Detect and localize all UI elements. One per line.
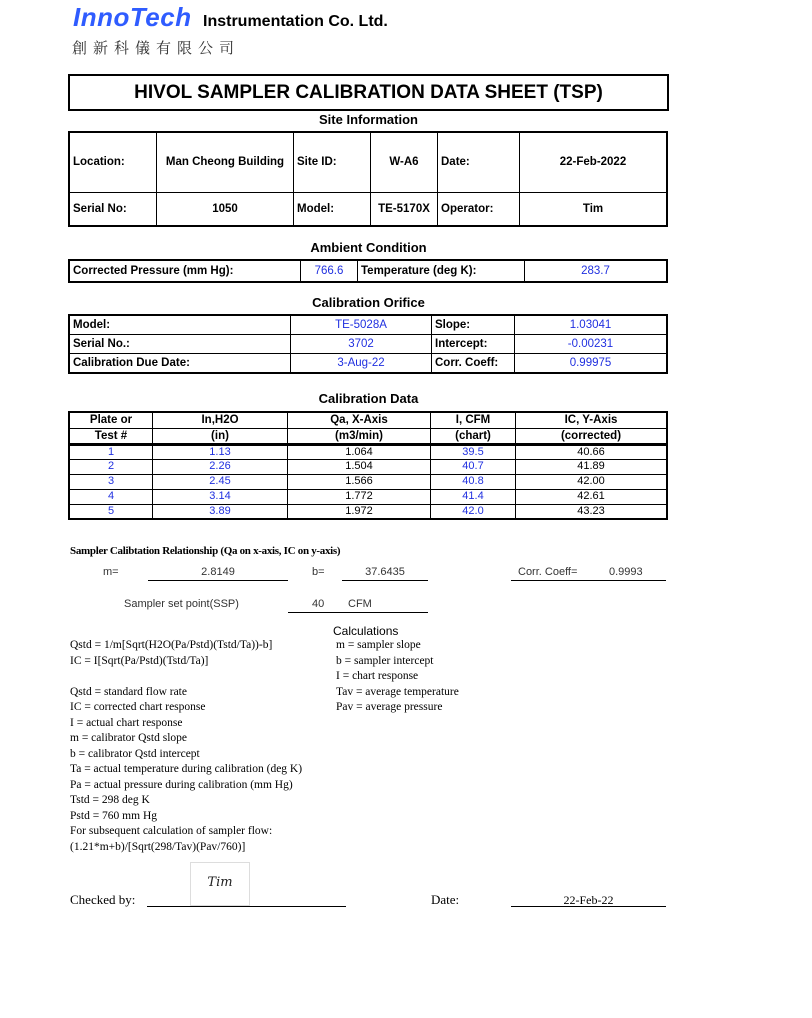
company-chinese-name: 創新科儀有限公司 [72,39,241,57]
footer-date-label: Date: [431,892,460,907]
calculation-line: I = chart response [336,670,419,682]
location-value: Man Cheong Building [157,132,294,192]
slope-label: Slope: [432,315,515,335]
operator-value: Tim [520,192,668,226]
location-label: Location: [69,132,157,192]
table-row [69,459,667,474]
calculation-line: IC = I[Sqrt(Pa/Pstd)(Tstd/Ta)] [70,654,209,667]
slope-m-label: m= [103,566,119,578]
table-cell: 3.14 [153,489,288,504]
col-header: Plate or [69,412,153,428]
calculation-line: Pa = actual pressure during calibration (mm Hg) [70,778,293,791]
col-subheader: (in) [153,428,288,444]
calculation-line: Tav = average temperature [336,685,459,698]
table-cell: 2.45 [153,474,288,489]
ssp-value: 40 [312,598,325,610]
col-subheader: (chart) [431,428,516,444]
calculation-line: Qstd = 1/m[Sqrt(H2O(Pa/Pstd)(Tstd/Ta))-b] [70,639,273,651]
operator-label: Operator: [438,192,520,226]
model-label: Model: [294,192,371,226]
intercept-label: Intercept: [432,335,515,354]
intercept-value: -0.00231 [515,335,668,354]
site-info-table [68,131,668,227]
calculation-line: m = sampler slope [336,639,421,651]
site-id-value: W-A6 [371,132,438,192]
table-cell: 1.504 [288,459,431,474]
col-header: Qa, X-Axis [288,412,431,428]
table-cell: 41.89 [516,459,668,474]
orifice-model-value: TE-5028A [291,315,432,335]
calculation-line: Pstd = 760 mm Hg [70,809,157,822]
pressure-value: 766.6 [301,260,358,282]
orifice-heading: Calibration Orifice [312,295,425,310]
ambient-heading: Ambient Condition [310,240,427,255]
table-cell: 1.064 [288,444,431,459]
table-cell: 39.5 [431,444,516,459]
calculation-line: m = calibrator Qstd slope [70,732,187,744]
calculation-line: IC = corrected chart response [70,701,206,713]
col-subheader: Test # [69,428,153,444]
brand-logo: InnoTech [73,2,192,32]
serial-label: Serial No: [69,192,157,226]
calibration-heading: Calibration Data [318,391,419,406]
orifice-serial-value: 3702 [291,335,432,354]
table-row [69,474,667,489]
table-cell: 3 [69,474,153,489]
sampler-corr-value: 0.9993 [609,566,643,578]
slope-m-value: 2.8149 [201,566,235,578]
site-id-label: Site ID: [294,132,371,192]
temperature-value: 283.7 [525,260,668,282]
pressure-label: Corrected Pressure (mm Hg): [69,260,301,282]
calculation-line: Tstd = 298 deg K [70,794,150,806]
ssp-unit: CFM [348,598,372,610]
table-cell: 1 [69,444,153,459]
calculation-line: Pav = average pressure [336,701,443,713]
col-subheader: (m3/min) [288,428,431,444]
table-cell: 5 [69,504,153,519]
intercept-b-value: 37.6435 [365,566,405,578]
calculations-right [336,638,536,716]
orifice-serial-label: Serial No.: [69,335,291,354]
page-title: HIVOL SAMPLER CALIBRATION DATA SHEET (TSP) [68,74,669,111]
calculation-line: Ta = actual temperature during calibration (deg K) [70,763,303,775]
calculation-line [70,669,330,685]
table-row [69,504,667,519]
orifice-model-label: Model: [69,315,291,335]
calculation-line: (1.21*m+b)/[Sqrt(298/Tav)(Pav/760)] [70,840,246,853]
calculation-line: b = sampler intercept [336,654,434,667]
date-value: 22-Feb-2022 [520,132,668,192]
calculation-line: b = calibrator Qstd intercept [70,747,200,760]
table-cell: 41.4 [431,489,516,504]
table-cell: 1.566 [288,474,431,489]
calculation-line: I = actual chart response [70,716,183,729]
table-cell: 43.23 [516,504,668,519]
table-row [69,444,667,459]
col-subheader: (corrected) [516,428,668,444]
footer-date-value: 22-Feb-22 [563,893,614,907]
ambient-table [68,259,668,283]
intercept-b-label: b= [312,566,325,578]
site-info-heading: Site Information [319,112,418,127]
calculation-line: For subsequent calculation of sampler flow: [70,825,273,837]
orifice-table [68,314,668,374]
model-value: TE-5170X [371,192,438,226]
table-cell: 40.66 [516,444,668,459]
checked-by-label: Checked by: [70,892,136,907]
slope-value: 1.03041 [515,315,668,335]
ssp-label: Sampler set point(SSP) [124,598,239,610]
due-date-value: 3-Aug-22 [291,353,432,373]
calculations-left [70,638,330,855]
table-cell: 2.26 [153,459,288,474]
table-cell: 1.972 [288,504,431,519]
table-cell: 42.61 [516,489,668,504]
table-row [69,489,667,504]
table-cell: 1.13 [153,444,288,459]
calculations-heading: Calculations [333,624,399,638]
calculation-line: Qstd = standard flow rate [70,685,187,698]
signature-image: Tim [190,862,250,906]
table-cell: 1.772 [288,489,431,504]
sampler-corr-label: Corr. Coeff= [518,566,578,578]
calibration-table [68,411,668,520]
col-header: In,H2O [153,412,288,428]
temperature-label: Temperature (deg K): [358,260,525,282]
table-cell: 42.0 [431,504,516,519]
table-cell: 4 [69,489,153,504]
relationship-heading: Sampler Calibtation Relationship (Qa on x-axis, IC on y-axis) [70,545,341,557]
date-label: Date: [438,132,520,192]
col-header: IC, Y-Axis [516,412,668,428]
corr-coeff-value: 0.99975 [515,353,668,373]
table-cell: 42.00 [516,474,668,489]
corr-coeff-label: Corr. Coeff: [432,353,515,373]
table-cell: 2 [69,459,153,474]
col-header: I, CFM [431,412,516,428]
company-name: Instrumentation Co. Ltd. [203,13,388,30]
due-date-label: Calibration Due Date: [69,353,291,373]
serial-value: 1050 [157,192,294,226]
table-cell: 40.7 [431,459,516,474]
table-cell: 40.8 [431,474,516,489]
table-cell: 3.89 [153,504,288,519]
